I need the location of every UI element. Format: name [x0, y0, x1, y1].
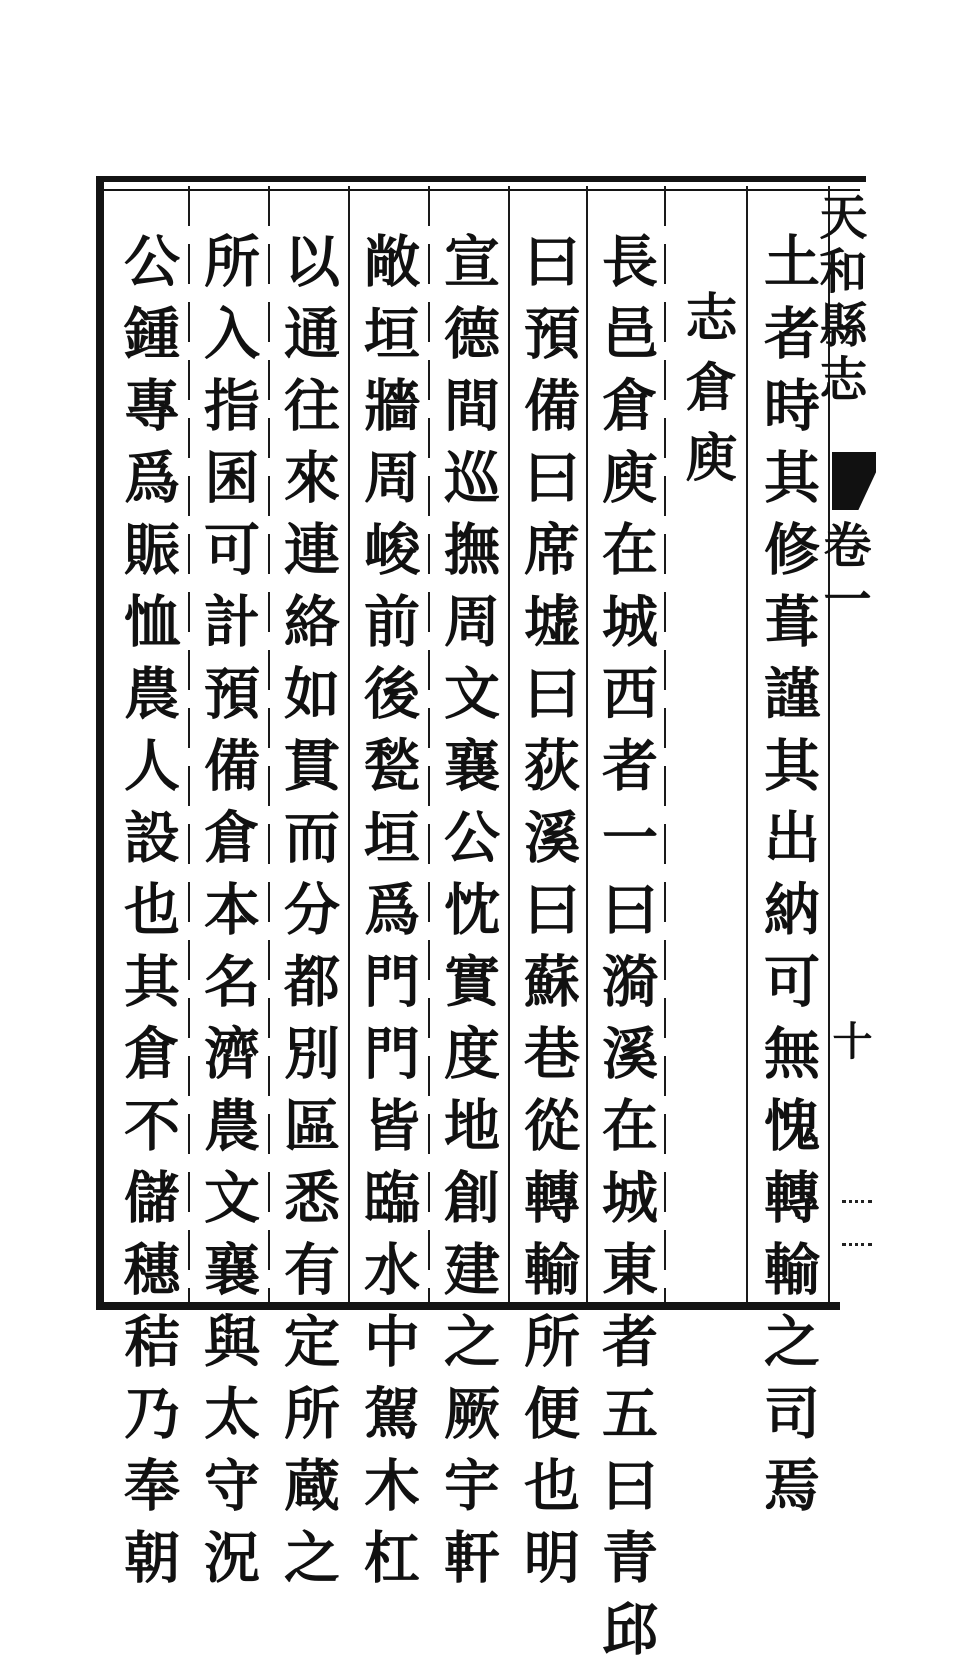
margin-dotted-mark: [842, 1200, 872, 1246]
text-column-7: 以通往來連絡如貫而分都別區悉有定所蔵之: [275, 232, 341, 1600]
section-heading: 志倉庾: [676, 290, 737, 500]
text-column-9: 公鍾專爲賑恤農人設也其倉不儲穗秸乃奉朝: [115, 232, 181, 1600]
frame-top-border: [96, 176, 866, 182]
column-rule: [188, 186, 190, 1302]
column-rule: [428, 186, 430, 1302]
text-column-6: 敞垣牆周峻前後甃垣爲門門皆臨水中駕木杠: [355, 232, 421, 1600]
column-rule: [586, 186, 588, 1302]
column-rule: [508, 186, 510, 1302]
text-column-8: 所入指囷可計預備倉本名濟農文襄與太守況: [195, 232, 261, 1600]
center-margin-strip: [811, 186, 874, 1302]
margin-book-title: 天和縣志: [811, 192, 867, 408]
margin-folio-number: 十: [826, 1020, 873, 1060]
margin-juan-number: 卷一: [815, 520, 871, 628]
column-rule: [664, 186, 666, 1302]
column-rule: [348, 186, 350, 1302]
frame-left-border: [96, 176, 104, 1310]
text-column-4: 曰預備曰席墟曰荻溪曰蘇巷從轉輸所便也明: [515, 232, 581, 1600]
column-rule: [746, 186, 748, 1302]
column-rule: [268, 186, 270, 1302]
text-column-3: 長邑倉庾在城西者一曰漪溪在城東者五曰青邱: [593, 232, 659, 1672]
text-column-5: 宣德間巡撫周文襄公忱實度地創建之厥宇軒: [435, 232, 501, 1600]
text-column-1: 土者時其修葺謹其出納可無愧轉輸之司焉: [755, 232, 821, 1528]
